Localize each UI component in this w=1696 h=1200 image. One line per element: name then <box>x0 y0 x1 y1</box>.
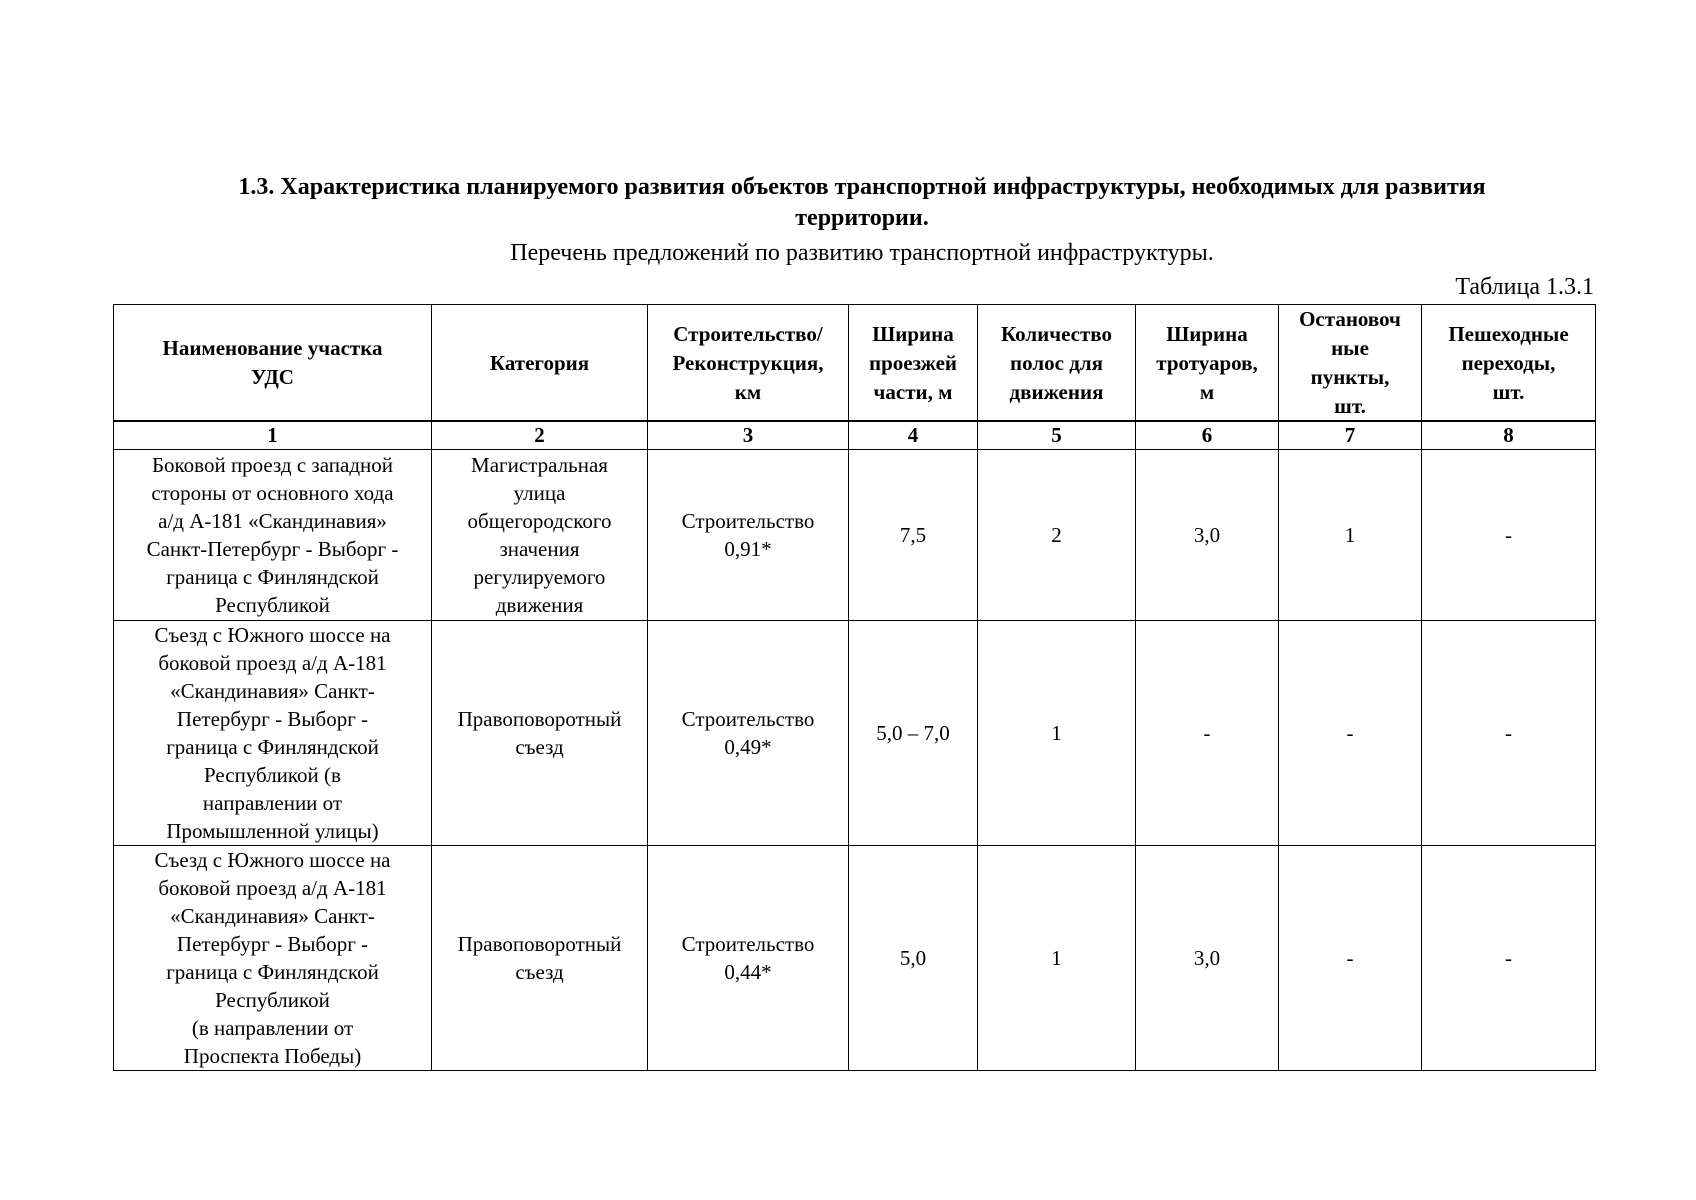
cell-stops: - <box>1279 621 1422 846</box>
header-cell-lanes: Количество полос для движения <box>978 305 1136 422</box>
column-number: 7 <box>1279 421 1422 450</box>
section-title-line-1: 1.3. Характеристика планируемого развития объектов транспортной инфраструктуры, необходимых для развития <box>238 174 1486 200</box>
table-row <box>114 621 1596 846</box>
cell-crossings: - <box>1422 450 1596 621</box>
cell-category: Правоповоротный съезд <box>432 621 648 846</box>
cell-name: Съезд с Южного шоссе на боковой проезд а/д А-181 «Скандинавия» Санкт- Петербург - Выборг - граница с Финляндской Республикой (в направлении от Проспекта Победы) <box>114 846 432 1071</box>
table-row <box>114 846 1596 1071</box>
cell-lanes: 1 <box>978 846 1136 1071</box>
column-number-row <box>114 421 1596 450</box>
cell-crossings: - <box>1422 621 1596 846</box>
header-cell-construction: Строительство/ Реконструкция, км <box>648 305 849 422</box>
cell-sidewalk-width: - <box>1136 621 1279 846</box>
header-cell-name: Наименование участка УДС <box>114 305 432 422</box>
cell-sidewalk-width: 3,0 <box>1136 450 1279 621</box>
cell-lanes: 1 <box>978 621 1136 846</box>
cell-stops: - <box>1279 846 1422 1071</box>
column-number: 4 <box>849 421 978 450</box>
cell-construction: Строительство 0,91* <box>648 450 849 621</box>
section-title-line-2: территории. <box>795 205 929 231</box>
cell-roadway-width: 7,5 <box>849 450 978 621</box>
table-number-label: Таблица 1.3.1 <box>1455 274 1594 300</box>
column-number: 1 <box>114 421 432 450</box>
data-table <box>113 420 1596 1071</box>
cell-name: Съезд с Южного шоссе на боковой проезд а/д А-181 «Скандинавия» Санкт- Петербург - Выборг - граница с Финляндской Республикой (в направлении от Промышленной улицы) <box>114 621 432 846</box>
cell-category: Магистральная улица общегородского значения регулируемого движения <box>432 450 648 621</box>
column-number: 3 <box>648 421 849 450</box>
column-number: 5 <box>978 421 1136 450</box>
header-cell-stops: Остановоч ные пункты, шт. <box>1279 305 1422 422</box>
table-subtitle: Перечень предложений по развитию транспортной инфраструктуры. <box>510 240 1214 266</box>
cell-name: Боковой проезд с западной стороны от основного хода а/д А-181 «Скандинавия» Санкт-Петербург - Выборг - граница с Финляндской Республикой <box>114 450 432 621</box>
cell-sidewalk-width: 3,0 <box>1136 846 1279 1071</box>
cell-roadway-width: 5,0 – 7,0 <box>849 621 978 846</box>
cell-crossings: - <box>1422 846 1596 1071</box>
section-title <box>112 172 1612 234</box>
column-number: 6 <box>1136 421 1279 450</box>
cell-construction: Строительство 0,49* <box>648 621 849 846</box>
cell-stops: 1 <box>1279 450 1422 621</box>
header-cell-crossings: Пешеходные переходы, шт. <box>1422 305 1596 422</box>
table-header <box>113 304 1596 422</box>
header-row <box>114 305 1596 422</box>
column-number: 8 <box>1422 421 1596 450</box>
cell-lanes: 2 <box>978 450 1136 621</box>
header-cell-category: Категория <box>432 305 648 422</box>
header-cell-sidewalk-width: Ширина тротуаров, м <box>1136 305 1279 422</box>
cell-category: Правоповоротный съезд <box>432 846 648 1071</box>
cell-construction: Строительство 0,44* <box>648 846 849 1071</box>
table-row <box>114 450 1596 621</box>
cell-roadway-width: 5,0 <box>849 846 978 1071</box>
column-number: 2 <box>432 421 648 450</box>
header-cell-roadway-width: Ширина проезжей части, м <box>849 305 978 422</box>
